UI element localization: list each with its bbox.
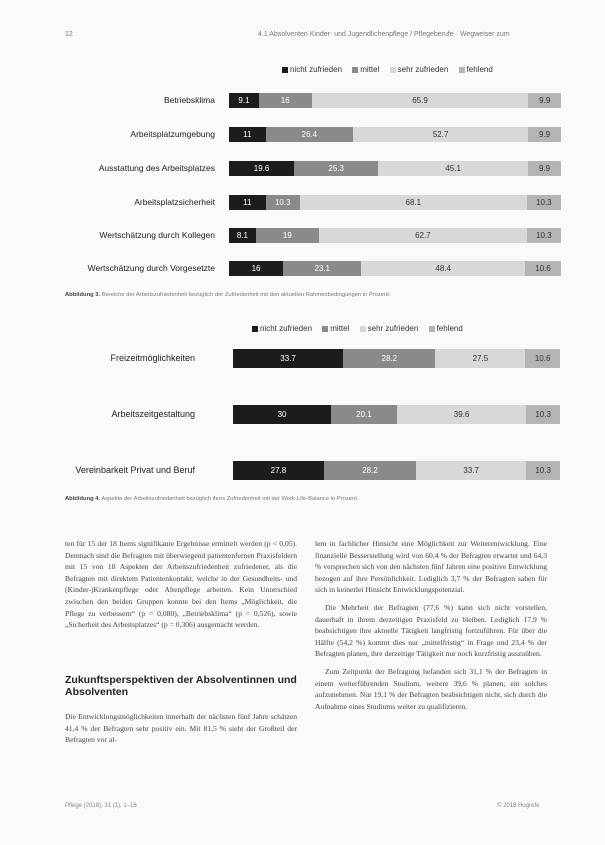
paragraph: Die Entwicklungsmöglichkeiten innerhalb der nächsten fünf Jahre schätzen 41,4 % der Befragten sehr positiv ein. Mit 81,5 % sieht der Großteil der Befragten vor al- <box>65 712 297 745</box>
category-label: Betriebsklima <box>163 95 215 105</box>
category-label: Arbeitszeitgestaltung <box>111 409 195 419</box>
legend-item <box>352 65 379 74</box>
caption-text: Bereiche der Arbeitszufriedenheit bezüglich der Zufriedenheit mit den aktuellen Rahmenbedingungen in Prozent. <box>101 292 391 298</box>
legend-label: fehlend <box>466 65 493 74</box>
bar-segment: 39.6 <box>397 405 526 424</box>
legend-label: sehr zufrieden <box>367 324 419 333</box>
stacked-bar <box>229 161 561 176</box>
bar-segment: 28.2 <box>324 461 416 480</box>
bar-segment: 23.1 <box>283 261 361 276</box>
legend-swatch <box>352 67 358 73</box>
legend-swatch <box>459 67 465 73</box>
legend-item <box>252 324 312 333</box>
footer-left: Pflege (2018), 31 (1), 1–16 <box>65 803 137 809</box>
stacked-bar <box>229 228 561 243</box>
bar-segment: 45.1 <box>378 161 528 176</box>
category-label: Ausstattung des Arbeitsplatzes <box>98 163 215 173</box>
footer-right: © 2018 Hogrefe <box>497 803 540 809</box>
legend-label: sehr zufrieden <box>397 65 449 74</box>
bar-segment: 26.4 <box>266 127 354 142</box>
bar-segment: 10.3 <box>526 461 560 480</box>
bar-segment: 25.3 <box>294 161 378 176</box>
paragraph: Die Mehrheit der Befragten (77,6 %) kann sich nicht vorstellen, dauerhaft in ihrem derzeitigen Praxisfeld zu bleiben. Lediglich 17,9 % beabsichtigen ihre aktuelle Tätigkeit langfristig fortzuführen. Für über die Hälfte (54,2 %) kommt dies nur „mittelfristig“ in Frage und 23,4 % der Befragten planen, ihre derzeitige Tätigkeit nur noch kurzfristig auszuüben. <box>315 602 547 659</box>
bar-segment: 33.7 <box>233 349 343 368</box>
bar-segment: 10.3 <box>526 405 560 424</box>
body-right-column <box>315 538 547 712</box>
stacked-bar <box>229 127 561 142</box>
body-left-column-2 <box>65 711 297 746</box>
paragraph: lem in fachlicher Hinsicht eine Möglichkeit zur Weiterentwicklung. Eine finanzielle Besserstellung wird von 60,4 % der Befragten erwartet und 64,3 % versprechen sich von den nächsten fünf Jahren eine positive Entwicklung bezogen auf ihre Persönlichkeit. Lediglich 3,7 % der Befragten sahen für sich in keinerlei Hinsicht Entwicklungspotenzial. <box>315 539 547 595</box>
legend-swatch <box>322 326 328 332</box>
bar-segment: 27.5 <box>435 349 525 368</box>
legend-item <box>459 65 493 74</box>
category-label: Vereinbarkeit Privat und Beruf <box>75 465 195 475</box>
legend-label: mittel <box>330 324 350 333</box>
bar-segment: 62.7 <box>319 228 527 243</box>
legend-fig3 <box>282 65 501 74</box>
bar-segment: 9.9 <box>528 161 561 176</box>
bar-segment: 10.3 <box>527 195 561 210</box>
category-label: Wertschätzung durch Vorgesetzte <box>87 263 215 273</box>
bar-segment: 16 <box>229 261 283 276</box>
section-heading: Zukunftsperspektiven der Absolventinnen und Absolventen <box>65 674 297 698</box>
figure-3-caption <box>65 292 390 298</box>
stacked-bar <box>229 261 561 276</box>
bar-segment: 10.6 <box>525 349 560 368</box>
bar-segment: 11 <box>229 127 266 142</box>
legend-swatch <box>282 67 288 73</box>
bar-segment: 65.9 <box>312 93 529 108</box>
bar-segment: 48.4 <box>361 261 525 276</box>
body-left-column <box>65 538 297 631</box>
legend-label: fehlend <box>436 324 463 333</box>
legend-label: nicht zufrieden <box>290 65 343 74</box>
stacked-bar <box>233 461 560 480</box>
bar-segment: 10.6 <box>525 261 561 276</box>
bar-segment: 28.2 <box>343 349 435 368</box>
stacked-bar <box>229 93 561 108</box>
stacked-bar <box>233 405 560 424</box>
bar-segment: 20.1 <box>331 405 397 424</box>
bar-segment: 9.9 <box>528 93 561 108</box>
legend-swatch <box>360 326 366 332</box>
legend-label: mittel <box>360 65 380 74</box>
legend-item <box>322 324 349 333</box>
legend-item <box>282 65 342 74</box>
stacked-bar <box>233 349 560 368</box>
legend-item <box>360 324 419 333</box>
paragraph: ten für 15 der 18 Items signifikante Ergebnisse ermittelt werden (p < 0,05). Demnach sind die Befragten mit überwiegend patientenfernen Praxisfeldern mit 15 von 18 Aspekten der Arbeitszufriedenheit zufriedener, als die Befragten mit direktem Patientenkontakt, welche in der Gesundheits- und (Kinder-)Krankenpflege oder Altenpflege arbeiten. Kein Unterschied zwischen den beiden Gruppen konnte bei den Items „Möglichkeit, die Pflege zu verbessern“ (p = 0,080), „Betriebsklima“ (p = 0,526), sowie „Sicherheit des Arbeitsplatzes“ (p = 0,306) ausgemacht werden. <box>65 539 297 630</box>
figure-4-caption <box>65 496 358 502</box>
bar-segment: 30 <box>233 405 331 424</box>
bar-segment: 19 <box>256 228 319 243</box>
bar-segment: 9.9 <box>528 127 561 142</box>
bar-segment: 11 <box>229 195 266 210</box>
legend-fig4 <box>252 324 471 333</box>
running-title: 4.1 Absolventen Kinder- und Jugendlichenpflege / Pflegeberufe · Wegweiser zum <box>258 31 510 38</box>
bar-segment: 27.8 <box>233 461 324 480</box>
bar-segment: 52.7 <box>353 127 528 142</box>
category-label: Arbeitsplatzumgebung <box>130 129 215 139</box>
legend-swatch <box>390 67 396 73</box>
caption-text: Aspekte der Arbeitszufriedenheit bezüglich ihres Zufriedenheit mit der Work-Life-Balance in Prozent. <box>101 496 359 502</box>
legend-item <box>429 324 463 333</box>
bar-segment: 8.1 <box>229 228 256 243</box>
category-label: Freizeitmöglichkeiten <box>110 353 195 363</box>
bar-segment: 16 <box>259 93 312 108</box>
caption-label: Abbildung 4. <box>65 496 101 502</box>
bar-segment: 33.7 <box>416 461 526 480</box>
caption-label: Abbildung 3. <box>65 292 101 298</box>
stacked-bar <box>229 195 561 210</box>
category-label: Arbeitsplatzsicherheit <box>134 197 215 207</box>
bar-segment: 19.6 <box>229 161 294 176</box>
legend-item <box>390 65 449 74</box>
bar-segment: 10.3 <box>266 195 300 210</box>
paragraph: Zum Zeitpunkt der Befragung befanden sich 31,1 % der Befragten in einem weiterführenden Studium, weitere 39,6 % planen, ein solches aufzunehmen. Nur 19,1 % der Befragten beabsichtigen nicht, sich durch die Aufnahme eines Studiums weiter zu qualifizieren. <box>315 666 547 711</box>
bar-segment: 9.1 <box>229 93 259 108</box>
bar-segment: 10.3 <box>527 228 561 243</box>
page-number: 12 <box>65 31 73 38</box>
bar-segment: 68.1 <box>300 195 527 210</box>
category-label: Wertschätzung durch Kollegen <box>99 230 215 240</box>
legend-label: nicht zufrieden <box>260 324 313 333</box>
legend-swatch <box>252 326 258 332</box>
legend-swatch <box>429 326 435 332</box>
